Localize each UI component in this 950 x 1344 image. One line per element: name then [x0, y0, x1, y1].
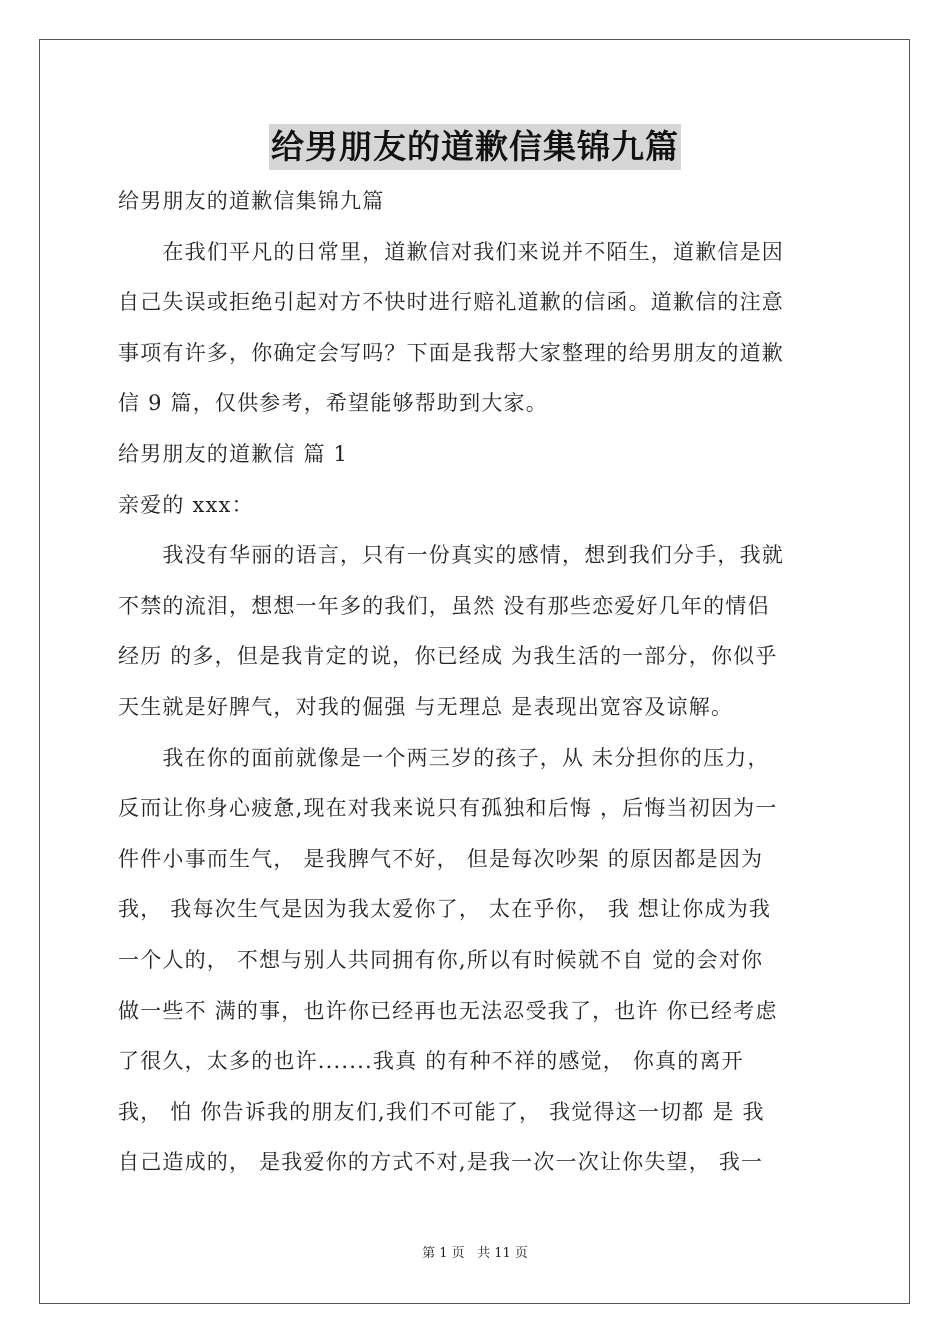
body-line: 自己造成的， 是我爱你的方式不对,是我一次一次让你失望， 我一: [118, 1150, 764, 1175]
salutation: 亲爱的 xxx：: [118, 492, 254, 517]
body-line: 做一些不 满的事，也许你已经再也无法忍受我了，也许 你已经考虑: [118, 998, 778, 1023]
body-line: 我， 怕 你告诉我的朋友们,我们不可能了， 我觉得这一切都 是 我: [118, 1099, 765, 1124]
body-line: 给男朋友的道歉信集锦九篇: [118, 189, 385, 213]
body-line: 信 9 篇，仅供参考，希望能够帮助到大家。: [118, 391, 548, 416]
title-wrap: [0, 124, 950, 170]
body-line: 件件小事而生气， 是我脾气不好， 但是每次吵架 的原因都是因为: [118, 846, 764, 871]
body-line: 事项有许多，你确定会写吗？下面是我帮大家整理的给男朋友的道歉: [118, 340, 784, 365]
page-footer: [0, 1245, 950, 1263]
page-total: 共 11 页: [477, 1246, 528, 1261]
body-line: 经历 的多，但是我肯定的说，你已经成 为我生活的一部分，你似乎: [118, 644, 778, 669]
body-line: 了很久，太多的也许.......我真 的有种不祥的感觉， 你真的离开: [118, 1049, 744, 1074]
body-line: 一个人的， 不想与别人共同拥有你,所以有时候就不自 觉的会对你: [118, 947, 764, 972]
section-heading: 给男朋友的道歉信 篇 1: [118, 441, 349, 466]
body-line: 我在你的面前就像是一个两三岁的孩子，从 未分担你的压力，: [118, 745, 770, 770]
document-body: [118, 176, 834, 1188]
body-line: 我， 我每次生气是因为我太爱你了， 太在乎你， 我 想让你成为我: [118, 897, 772, 922]
body-line: 我没有华丽的语言，只有一份真实的感情，想到我们分手，我就: [118, 543, 784, 568]
body-line: 自己失误或拒绝引起对方不快时进行赔礼道歉的信函。道歉信的注意: [118, 290, 784, 315]
body-line: 不禁的流泪，想想一年多的我们，虽然 没有那些恋爱好几年的情侣: [118, 593, 770, 618]
body-line: 反而让你身心疲惫,现在对我来说只有孤独和后悔 ，后悔当初因为一: [118, 796, 778, 821]
body-line: 天生就是好脾气，对我的倔强 与无理总 是表现出宽容及谅解。: [118, 694, 734, 719]
page-number: 第 1 页: [422, 1246, 465, 1261]
body-line: 在我们平凡的日常里，道歉信对我们来说并不陌生，道歉信是因: [118, 239, 784, 264]
document-title: 给男朋友的道歉信集锦九篇: [269, 124, 681, 170]
